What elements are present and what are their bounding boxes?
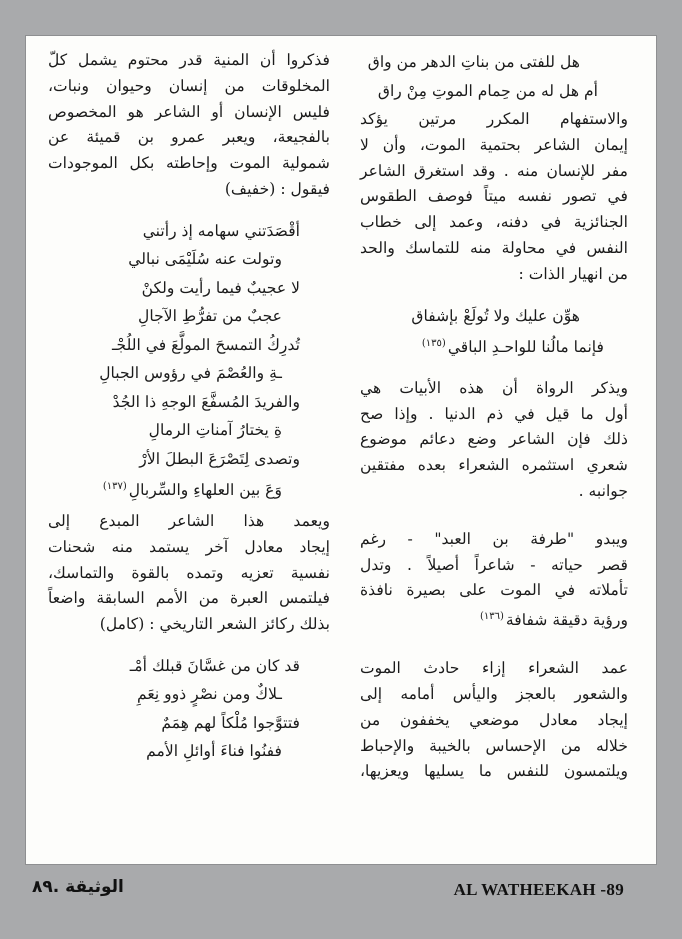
text-line: فيقول : (خفيف)	[224, 179, 330, 198]
footer-page-label-english: AL WATHEEKAH -89	[453, 880, 624, 899]
text-line: عمد الشعراء إزاء حادث الموت	[360, 659, 628, 678]
right-column	[360, 48, 628, 785]
text-line: شمولية الموت وإحاطته بكل الموجودات	[48, 154, 330, 173]
text-line: فذكروا أن المنية قدر محتوم يشمل كلّ	[48, 51, 330, 69]
text-line: ويعمد هذا الشاعر المبدع إلى	[48, 511, 330, 530]
text-line: المخلوقات من إنسان وحيوان ونبات،	[48, 76, 330, 95]
text-run: ورؤية دقيقة شفافة	[505, 611, 628, 630]
verse-line: ـةِ والعُصْمَ في رؤوس الجبالِ	[99, 364, 282, 383]
text-line: فيلتمس العبرة من الأمم السابقة واضعاً	[48, 589, 330, 608]
verse-line: هوِّن عليك ولا تُولَعْ بإشفاق	[411, 306, 580, 325]
verse-text: فإنما مالُنا للواحـدِ الباقي	[447, 338, 604, 357]
verse-line	[48, 473, 330, 505]
verse-line: فتتوَّجوا مُلْكاً لهم هِمَمٌ	[161, 713, 300, 732]
text-line: خلاله من الإحساس بالخيبة والإحباط	[360, 736, 628, 755]
verse-line: هل للفتى من بناتِ الدهر من واق	[367, 53, 580, 71]
page-sheet	[26, 36, 656, 864]
text-line: مفر للإنسان منه . وقد استغرق الشاعر	[360, 161, 628, 180]
verse-line: وتولت عنه سُلَيْمَى نبالي	[128, 250, 282, 269]
text-line: نفسية تعزيه وتمده بالقوة والتماسك،	[48, 563, 330, 582]
text-line: إيجاد معادل آخر يستمد منه شحنات	[48, 537, 330, 556]
text-line: النفس في محاولة منه للتماسك والحد	[360, 238, 628, 257]
verse-line: قد كان من غسَّانَ قبلك أمْـ	[129, 656, 300, 675]
verse-line: ففنُوا فناءَ أوائلِ الأمم	[146, 742, 282, 761]
text-line	[360, 604, 628, 634]
verse-text: وَعَ بين العلهاءِ والسِّربالِ	[128, 481, 282, 500]
verse-line	[360, 330, 628, 362]
text-line: بذلك ركائز الشعر التاريخي : (كامل)	[99, 615, 330, 634]
text-line: إيجاد معادل موضعي يخففون من	[360, 710, 628, 729]
verse-line: والفريدَ المُسفَّعَ الوجهِ ذا الجُدْ	[112, 392, 300, 411]
verse-line: عجبٌ من تفرُّطِ الآجالِ	[138, 307, 282, 326]
text-line: ويلتمسون للنفس ما يسليها ويعزيها،	[360, 762, 628, 781]
text-line: ذلك فإن الشاعر وضع دعائم موضوع	[360, 430, 628, 449]
footnote-ref: (١٣٧)	[102, 481, 127, 493]
text-line: تأملاته في الموت على بصيرة نافذة	[360, 581, 628, 600]
footnote-ref: (١٣٥)	[421, 338, 446, 350]
text-line: شعري استثمره الشعراء بعده مفتقين	[360, 456, 628, 475]
text-line: أول ما قيل في ذم الدنيا . وإذا صح	[360, 404, 628, 423]
text-line: إيمان الشاعر بحتمية الموت، وأن لا	[360, 135, 628, 154]
footnote-ref: (١٣٦)	[479, 611, 504, 623]
text-line: بالفجيعة، ويعبر عمرو بن قميئة عن	[48, 128, 330, 147]
verse-line: تُدرِكُ التمسحَ المولَّعَ في اللُجْـ	[111, 335, 300, 354]
text-line: من انهيار الذات :	[518, 264, 628, 283]
verse-line: أم هل له من حِمام الموتِ مِنْ راق	[377, 81, 598, 100]
verse-line: وتصدى لِتَصْرَعَ البطلَ الأرْ	[139, 449, 300, 468]
verse-line: لا عجيبٌ فيما رأيت ولكنْ	[141, 278, 300, 297]
text-line: والشعور بالعجز واليأس أمامه إلى	[360, 684, 628, 703]
text-line: الجنائزية في دفنه، وعمد إلى خطاب	[360, 213, 628, 232]
text-line: في تصور نفسه ميتاً فوصف الطقوس	[360, 187, 628, 206]
text-line: قصر حياته - شاعراً أصيلاً . وتدل	[360, 555, 628, 574]
text-line: والاستفهام المكرر مرتين يؤكد	[360, 110, 628, 128]
verse-line: أقْصَدَتني سهامه إذ رأتني	[142, 221, 300, 240]
text-line: ويذكر الرواة أن هذه الأبيات هي	[360, 378, 628, 397]
left-column	[48, 48, 330, 766]
verse-line: ـلاكٌ ومن نصْرٍ ذوو نِعَمِ	[136, 685, 282, 704]
text-line: جوانبه .	[578, 481, 628, 500]
text-line: ويبدو "طرفة بن العبد" - رغم	[360, 529, 628, 548]
verse-line: ةِ يختارُ آمناتِ الرمالِ	[148, 421, 282, 440]
footer-page-label-arabic: الوثيقة .٨٩	[32, 877, 124, 897]
text-line: فليس الإنسان أو الشاعر هو المخصوص	[48, 102, 330, 121]
